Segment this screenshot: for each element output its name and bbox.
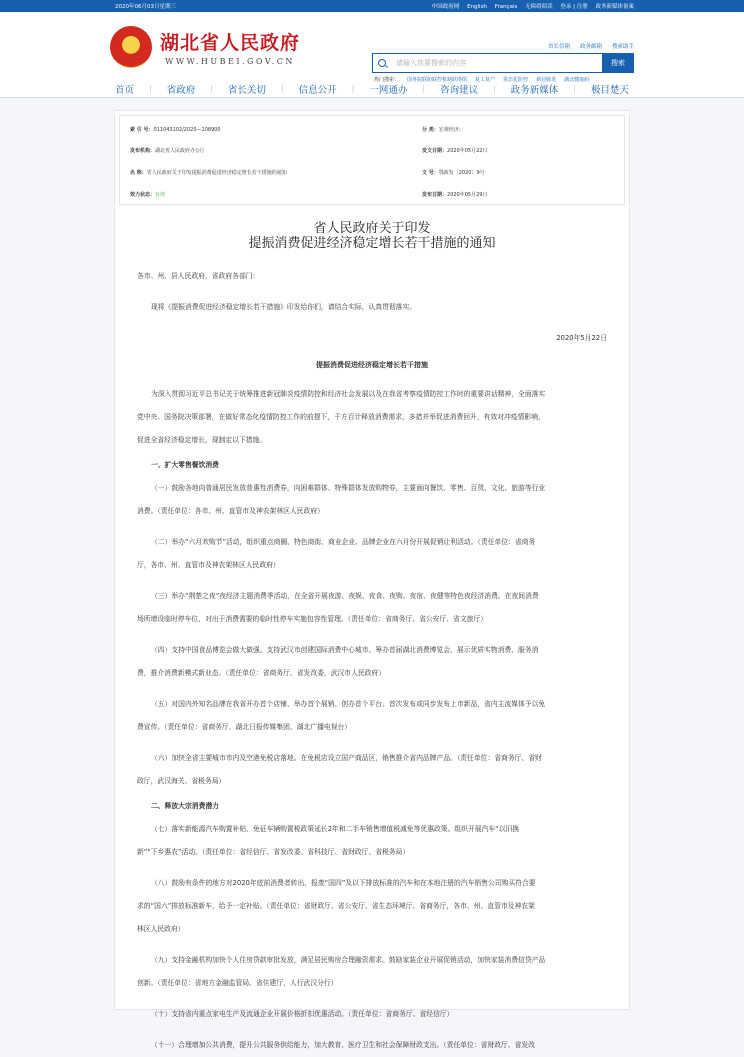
publish-date: 2020年05月29日 (447, 192, 488, 198)
nav-info-disclosure[interactable]: 信息公开 (298, 84, 337, 96)
measures-title: 提振消费促进经济稳定增长若干措施 (316, 361, 428, 369)
text-line: （九）支持金融机构加快个人住房贷款审批发放，满足居民购房合理融资需求。鼓励家装企业开展促销活动，加快家装消费信贷产品 (151, 956, 546, 964)
meta-label: 分 类： (422, 127, 439, 133)
text-line: （五）对国内外知名品牌在我省开办首个店铺、举办首个展销、创办首个平台、首次发布或同步发布上市新品，省内主流媒体予以免 (151, 700, 546, 708)
national-emblem-icon (110, 26, 152, 68)
meta-label: 效力状态： (130, 192, 156, 198)
search-icon (378, 59, 386, 67)
document-number: 鄂政发〔2020〕9号 (438, 170, 485, 176)
meta-label: 文 号： (422, 170, 439, 176)
text-line: （二）举办“六月欢购节”活动，组织重点商圈、特色商街、商业企业、品牌企业在六月份开展促销让利活动。（责任单位：省商务 (151, 538, 536, 546)
text-line: 场所增设临时停车位，对出于消费需要的临时性停车实施包容性管理。（责任单位：省商务厅、省公安厅、省文旅厅） (137, 615, 488, 623)
search-helper-link[interactable]: 搜索助手 (611, 44, 634, 50)
top-bar (0, 0, 744, 12)
document-body (115, 265, 629, 1057)
measure-paragraph (137, 1003, 607, 1026)
preamble-line: 党中央、国务院决策部署，在做好常态化疫情防控工作的前提下，千方百计释放消费需求，多措并举促进消费回升，有效对冲疫情影响， (137, 413, 545, 421)
measure-paragraph (137, 693, 607, 739)
site-name: 湖北省人民政府 (160, 32, 301, 54)
issue-date: 2020年05月22日 (447, 148, 488, 154)
text-line: 创新。（责任单位：省地方金融监管局、省住建厅，人行武汉分行） (137, 979, 338, 987)
hot-label: 热门搜索： (374, 77, 400, 83)
nav-governor[interactable]: 省长关切 (227, 84, 266, 96)
measure-paragraph (137, 872, 607, 941)
section-heading: 一、扩大零售餐饮消费 (151, 461, 219, 469)
text-line: 政厅，武汉海关、省税务局） (137, 777, 226, 785)
main-nav (0, 80, 744, 98)
nav-separator: | (148, 84, 152, 93)
nav-separator: | (210, 84, 213, 93)
link-gov-cn[interactable]: 中国政府网 (431, 4, 460, 10)
text-line: 费，推介消费新模式新业态。（责任单位：省商务厅、省发改委，武汉市人民政府） (137, 669, 386, 677)
text-line: 林区人民政府） (137, 925, 185, 933)
meta-label: 发文日期： (422, 148, 448, 154)
meta-label: 发布机构： (130, 148, 156, 154)
nav-government[interactable]: 省政府 (166, 84, 196, 96)
search-bar (372, 53, 634, 73)
text-line: 求的“国六”排放标准新车，给予一定补贴。（责任单位：省财政厅、省公安厅、省生态环境厅、省商务厅，各市、州、直管市及神农架 (137, 902, 535, 910)
measure-paragraph (137, 585, 607, 631)
governor-mailbox-link[interactable]: 省长信箱 (547, 44, 570, 50)
title-line-2: 提振消费促进经济稳定增长若干措施的通知 (248, 236, 496, 251)
search-placeholder: 请输入您要搜索的内容 (396, 59, 466, 67)
text-line: 新”“下乡惠农”活动。（责任单位：省经信厅、省发改委、省科技厅、省财政厅、省税务局） (137, 848, 410, 856)
text-line: （一）鼓励各地向普通居民发放普惠性消费券，向困难群体、特殊群体发放购物券，主要面向餐饮、零售、百货、文化、旅游等行业 (151, 484, 546, 492)
text-line: （七）落实新能源汽车购置补贴、免征车辆购置税政策延长2年和二手车销售增值税减免等优惠政策。组织开展汽车“以旧换 (151, 825, 520, 833)
hot-item[interactable]: 湖北健康码 (564, 77, 590, 83)
nav-new-media[interactable]: 政务新媒体 (510, 84, 559, 96)
hot-searches (374, 76, 589, 83)
text-line: （八）鼓励有条件的地方对2020年底前消费者转出、报废“国四”及以下排放标准的汽车和在本地注册的汽车销售公司购买符合要 (151, 879, 536, 887)
document-name: 省人民政府关于印发提振消费促进经济稳定增长若干措施的通知 (146, 170, 287, 176)
measure-paragraph (137, 477, 607, 523)
nav-one-stop[interactable]: 一网通办 (369, 84, 408, 96)
text-line: 费宣传。（责任单位：省商务厅、湖北日报传媒集团、湖北广播电视台） (137, 723, 352, 731)
top-links (426, 2, 634, 10)
measure-paragraph (137, 639, 607, 685)
validity-status: 有效 (155, 192, 166, 198)
article-container (114, 110, 630, 1049)
category: 宏观经济； (438, 127, 464, 133)
text-line: （三）举办“荆楚之夜”夜经济主题消费季活动，在全省开展夜游、夜娱、夜食、夜购、夜宿、夜健等特色夜经济消费。在夜间消费 (151, 592, 539, 600)
section-heading: 二、释放大宗消费潜力 (151, 802, 219, 810)
nav-home[interactable]: 首页 (114, 84, 134, 96)
hot-item[interactable]: 国务院联防联控机制联络组 (407, 77, 468, 83)
measure-paragraph (137, 818, 607, 864)
hot-item[interactable]: 常态化防控 (503, 77, 529, 83)
site-logo[interactable] (110, 26, 300, 68)
preamble-line: 为深入贯彻习近平总书记关于统筹推进新冠肺炎疫情防控和经济社会发展以及在我省考察疫情防控工作时的重要讲话精神，全面落实 (151, 390, 546, 398)
nav-separator: | (351, 84, 355, 93)
measure-paragraph (137, 949, 607, 995)
document-metadata (119, 115, 625, 205)
document-title (115, 221, 629, 251)
title-line-1: 省人民政府关于印发 (313, 221, 431, 236)
measure-paragraph (137, 531, 607, 577)
intro-paragraph: 现将《提振消费促进经济稳定增长若干措施》印发给你们，请结合实际，认真贯彻落实。 (151, 303, 417, 311)
greeting: 各市、州、县人民政府，省政府各部门： (137, 272, 260, 280)
nav-separator: | (422, 84, 426, 93)
search-button[interactable]: 搜索 (602, 53, 634, 73)
meta-label: 索 引 号： (130, 127, 154, 133)
meta-label: 发布日期： (422, 192, 448, 198)
text-line: （十一）合理增加公共消费，提升公共服务供给能力，加大教育、医疗卫生和社会保障财政支出。（责任单位：省财政厅、省发改 (151, 1041, 536, 1049)
meta-label: 名 称： (130, 170, 147, 176)
text-line: （六）加快全省主要城市市内及空港免税店落地。在免税店设立国产商品区，销售推介省内品牌产品。（责任单位：省商务厅、省财 (151, 754, 542, 762)
nav-separator: | (280, 84, 284, 93)
issuing-org: 湖北省人民政府办公厅 (155, 148, 206, 154)
signature-date: 2020年5月22日 (556, 334, 607, 342)
measure-paragraph (137, 1034, 607, 1057)
link-accessible[interactable]: 无障碍阅读 (525, 4, 553, 10)
link-french[interactable]: Français (494, 4, 518, 10)
nav-jimu-chutian[interactable]: 极目楚天 (591, 84, 630, 96)
hot-item[interactable]: 复工复产 (475, 77, 496, 83)
hot-item[interactable]: 新冠肺炎 (536, 77, 557, 83)
nav-separator: | (573, 84, 576, 93)
text-line: （十）支持省内重点家电生产及流通企业开展价格折扣优惠活动。（责任单位：省商务厅、省经信厅） (151, 1010, 454, 1018)
site-header (0, 12, 744, 83)
current-date: 2020年06月03日星期三 (115, 4, 176, 10)
link-login[interactable]: 登录 | 注册 (560, 4, 588, 10)
gov-mail-link[interactable]: 政务邮箱 (579, 44, 602, 50)
text-line: 消费。（责任单位：各市、州、直管市及神农架林区人民政府） (137, 507, 324, 515)
measure-paragraph (137, 747, 607, 793)
index-number: 011043102/2020—108900 (153, 127, 221, 133)
text-line: 厅，各市、州、直管市及神农架林区人民政府） (137, 561, 280, 569)
text-line: （四）支持中国食品博览会做大做强。支持武汉市创建国际消费中心城市。筹办首届湖北消费博览会，展示优质实物消费、服务消 (151, 646, 539, 654)
preamble-line: 促进全省经济稳定增长，现制定以下措施。 (137, 436, 267, 444)
link-english[interactable]: English (467, 4, 487, 10)
header-tools (548, 42, 634, 50)
search-input[interactable] (372, 53, 602, 73)
link-new-media[interactable]: 政务新媒体备案 (595, 4, 634, 10)
site-url: WWW.HUBEI.GOV.CN (165, 57, 295, 66)
nav-consult[interactable]: 咨询建议 (440, 84, 479, 96)
nav-separator: | (493, 84, 496, 93)
preamble (137, 383, 607, 452)
